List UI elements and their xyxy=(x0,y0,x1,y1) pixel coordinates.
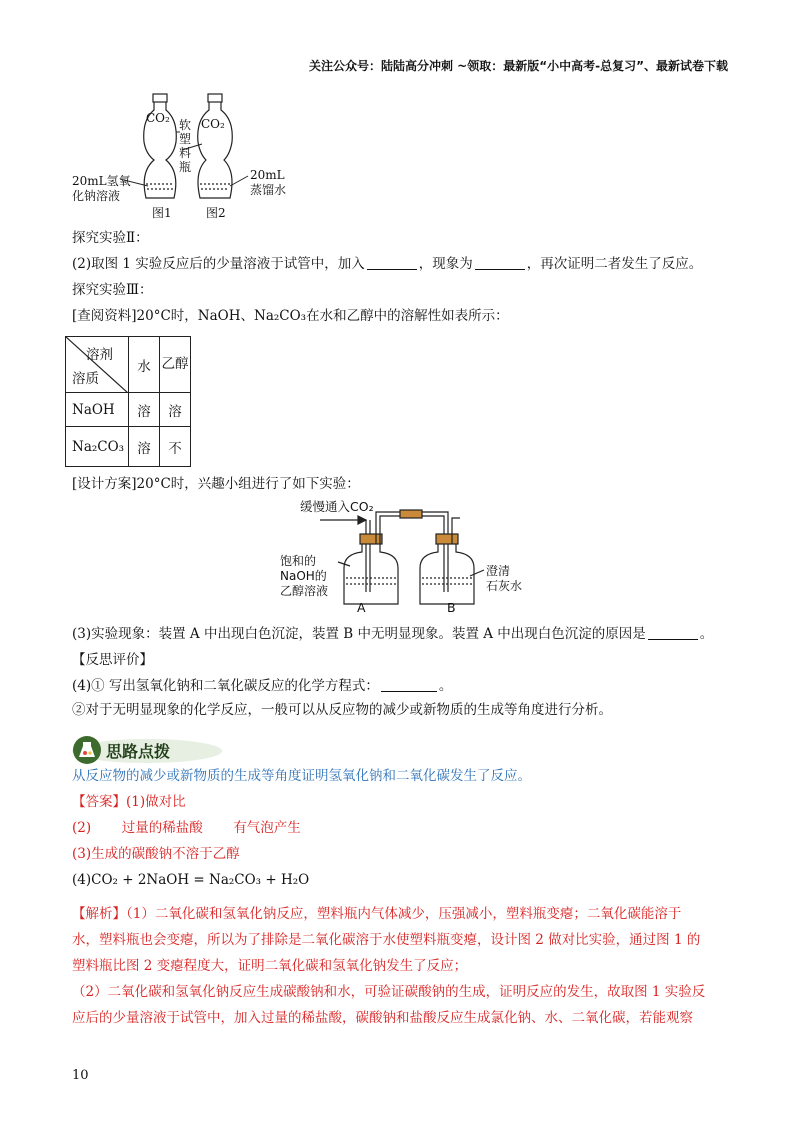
period: 。 xyxy=(699,626,714,642)
water-label xyxy=(250,168,286,198)
solvent-header: 溶剂 xyxy=(86,347,113,363)
soft-bottle-char: 料 xyxy=(179,146,192,160)
apparatus-label-b: B xyxy=(447,600,456,615)
hint-text: 从反应物的减少或新物质的生成等角度证明氢氧化钠和二氧化碳发生了反应。 xyxy=(72,768,531,784)
q2-text: ，现象为 xyxy=(418,256,473,272)
answer-blank[interactable] xyxy=(367,255,417,270)
exp2-title: 探究实验Ⅱ： xyxy=(72,230,149,246)
q2-text: ，再次证明二者发生了反应。 xyxy=(526,256,703,272)
bottle-2-icon xyxy=(198,94,233,198)
answer-2 xyxy=(72,818,301,838)
col-header-water: 水 xyxy=(129,337,160,393)
period: 。 xyxy=(438,678,453,694)
answer-2-part2: 有气泡产生 xyxy=(233,820,301,836)
exp3-title: 探究实验Ⅲ： xyxy=(72,282,153,298)
naoh-label-line: 20mL氢氧 xyxy=(72,174,131,188)
caption-figure-1: 图1 xyxy=(152,206,172,220)
co2-label-2: CO₂ xyxy=(201,117,225,131)
analysis-line-1: 【解析】（1）二氧化碳和氢氧化钠反应，塑料瓶内气体减少，压强减小，塑料瓶变瘪；二氧化碳能溶于 xyxy=(72,906,682,922)
question-4-2: ②对于无明显现象的化学反应，一般可以从反应物的减少或新物质的生成等角度进行分析。 xyxy=(72,702,612,718)
answer-2-num: (2) xyxy=(72,820,92,836)
co2-label-1: CO₂ xyxy=(146,111,170,125)
page-header: 关注公众号：陆陆高分冲刺 ~领取：最新版“小中高考-总复习”、最新试卷下载 xyxy=(309,59,728,73)
soft-bottle-char: 塑 xyxy=(179,132,192,146)
reflect-title: 【反思评价】 xyxy=(72,652,153,668)
answer-3: (3)生成的碳酸钠不溶于乙醇 xyxy=(72,846,240,862)
caption-figure-2: 图2 xyxy=(206,206,226,220)
question-4 xyxy=(72,676,452,696)
table-row xyxy=(66,393,191,427)
answer-4: (4)CO₂ + 2NaOH = Na₂CO₃ + H₂O xyxy=(72,872,310,888)
ref-text: 在水和乙醇中的溶解性如表所示： xyxy=(306,308,509,324)
row-solute: Na₂CO₃ xyxy=(66,427,129,467)
table-row xyxy=(66,427,191,467)
na2co3-formula: Na₂CO₃ xyxy=(254,308,307,324)
row-water: 溶 xyxy=(129,427,160,467)
inlet-co2-label: 缓慢通入CO₂ xyxy=(300,499,374,514)
hint-badge-label: 思路点拨 xyxy=(106,742,171,761)
hint-badge xyxy=(72,735,222,769)
naoh-solution-label xyxy=(72,174,131,204)
row-ethanol: 溶 xyxy=(160,393,191,427)
naoh-label-line: 化钠溶液 xyxy=(72,189,121,203)
limewater-line: 澄清 xyxy=(486,564,511,578)
row-water: 溶 xyxy=(129,393,160,427)
soft-bottle-label xyxy=(179,118,193,174)
page-number: 10 xyxy=(72,1068,89,1083)
table-corner-cell xyxy=(66,337,129,393)
water-label-line: 20mL xyxy=(250,168,285,182)
naoh-ethanol-line: 乙醇溶液 xyxy=(280,584,329,598)
row-ethanol: 不 xyxy=(160,427,191,467)
bottle-1-icon xyxy=(144,94,177,198)
col-header-ethanol: 乙醇 xyxy=(160,337,191,393)
reference-text xyxy=(72,306,509,326)
answer-2-part1: 过量的稀盐酸 xyxy=(121,820,203,836)
naoh-ethanol-line: 饱和的 xyxy=(280,554,317,568)
naoh-ethanol-label xyxy=(280,554,328,599)
analysis-line-2: 水，塑料瓶也会变瘪，所以为了排除是二氧化碳溶于水使塑料瓶变瘪，设计图 2 做对比实验，通过图 1 的 xyxy=(72,932,701,948)
question-2 xyxy=(72,254,702,274)
limewater-line: 石灰水 xyxy=(486,579,523,593)
solubility-table xyxy=(65,336,191,467)
limewater-label xyxy=(486,564,522,594)
naoh-ethanol-line: NaOH的 xyxy=(280,569,327,583)
soft-bottle-char: 软 xyxy=(179,118,192,132)
water-label-line: 蒸馏水 xyxy=(250,183,287,197)
q3-text: (3)实验现象：装置 A 中出现白色沉淀，装置 B 中无明显现象。装置 A 中出现白色沉淀的原因是 xyxy=(72,626,646,642)
answer-1: 【答案】(1)做对比 xyxy=(72,794,186,810)
answer-blank[interactable] xyxy=(648,625,698,640)
apparatus-label-a: A xyxy=(357,600,366,615)
analysis-line-5: 应后的少量溶液于试管中，加入过量的稀盐酸，碳酸钠和盐酸反应生成氯化钠、水、二氧化碳，若能观察 xyxy=(72,1010,693,1026)
design-text: [设计方案]20°C时，兴趣小组进行了如下实验： xyxy=(72,476,360,492)
answer-blank[interactable] xyxy=(475,255,525,270)
analysis-line-4: （2）二氧化碳和氢氧化钠反应生成碳酸钠和水，可验证碳酸钠的生成，证明反应的发生，故取图 1 实验反 xyxy=(72,984,706,1000)
solute-header: 溶质 xyxy=(72,371,99,387)
q4-text: (4)① 写出氢氧化钠和二氧化碳反应的化学方程式： xyxy=(72,678,379,694)
row-solute: NaOH xyxy=(66,393,129,427)
question-3 xyxy=(72,624,713,644)
answer-blank[interactable] xyxy=(381,677,437,692)
q2-text: (2)取图 1 实验反应后的少量溶液于试管中，加入 xyxy=(72,256,365,272)
soft-bottle-char: 瓶 xyxy=(179,160,192,174)
analysis-line-3: 塑料瓶比图 2 变瘪程度大，证明二氧化碳和氢氧化钠发生了反应； xyxy=(72,958,468,974)
ref-text: [查阅资料]20°C时，NaOH、 xyxy=(72,308,254,324)
